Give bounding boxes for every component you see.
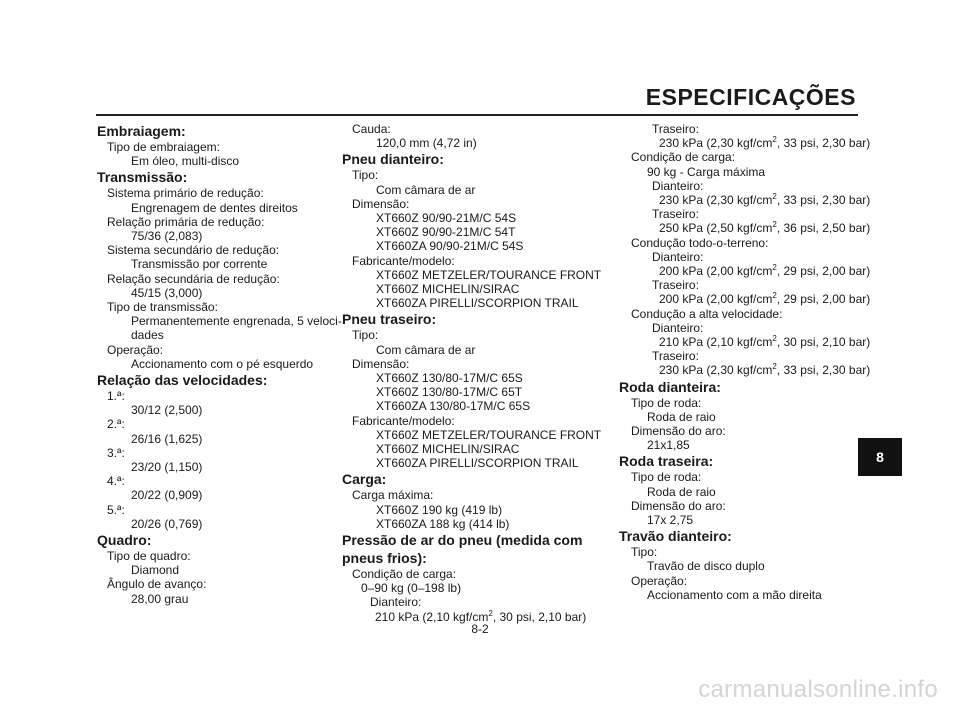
spec-line: 75/36 (2,083) (131, 229, 203, 244)
spec-line: 5.ª: (107, 502, 125, 517)
spec-value-rest: , 30 psi, 2,10 bar) (492, 609, 587, 624)
spec-line: Tipo de quadro: (107, 549, 191, 564)
spec-line: Com câmara de ar (376, 182, 476, 197)
spec-line: XT660ZA 90/90-21M/C 54S (376, 239, 524, 254)
spec-line: Tipo de embraiagem: (107, 140, 220, 154)
spec-line: 0–90 kg (0–198 lb) (361, 581, 462, 596)
spec-line: 30/12 (2,500) (131, 403, 203, 418)
section-heading: Pressão de ar do pneu (medida com (342, 532, 583, 549)
spec-line: Relação primária de redução: (107, 214, 265, 229)
spec-line: Operação: (107, 342, 164, 357)
section-heading: Embraiagem: (97, 123, 186, 139)
spec-line: XT660ZA PIRELLI/SCORPION TRAIL (376, 296, 579, 311)
superscript: 2 (488, 608, 493, 618)
section-heading: Quadro: (97, 532, 152, 549)
spec-line: Tipo de roda: (631, 395, 702, 410)
chapter-tab: 8 (858, 438, 902, 476)
spec-line: 1.ª: (107, 389, 125, 404)
spec-value-rest: , 33 psi, 2,30 bar) (776, 193, 871, 208)
spec-line (619, 263, 871, 279)
spec-line: Travão de disco duplo (647, 559, 765, 574)
spec-line (619, 334, 871, 350)
spec-line: XT660Z 130/80-17M/C 65S (376, 371, 523, 386)
spec-line: Dianteiro: (652, 249, 704, 264)
spec-value: 230 kPa (2,30 kgf/cm (659, 193, 773, 208)
superscript: 2 (772, 291, 777, 301)
spec-value: 200 kPa (2,00 kgf/cm (659, 292, 773, 307)
spec-line (619, 192, 871, 208)
spec-line: Traseiro: (652, 349, 699, 364)
spec-value: 230 kPa (2,30 kgf/cm (659, 363, 773, 378)
spec-value-rest: , 36 psi, 2,50 bar) (776, 221, 871, 236)
spec-line: Permanentemente engrenada, 5 veloci- (131, 314, 342, 329)
page-number: 8-2 (471, 622, 489, 636)
spec-line: Tipo: (631, 545, 658, 560)
spec-line: XT660ZA PIRELLI/SCORPION TRAIL (376, 456, 579, 471)
spec-line: XT660ZA 130/80-17M/C 65S (376, 399, 531, 414)
spec-line: 23/20 (1,150) (131, 460, 203, 475)
spec-value: 210 kPa (2,10 kgf/cm (659, 335, 773, 350)
spec-value-rest: , 33 psi, 2,30 bar) (776, 363, 871, 378)
spec-line: dades (131, 328, 164, 343)
spec-line: XT660Z MICHELIN/SIRAC (376, 282, 520, 297)
spec-line: XT660Z METZELER/TOURANCE FRONT (376, 267, 602, 282)
watermark: carmanualsonline.info (698, 676, 938, 703)
spec-line: 20/22 (0,909) (131, 488, 203, 503)
spec-line: 21x1,85 (647, 438, 690, 453)
spec-line: Tipo: (352, 168, 379, 183)
spec-line: Dianteiro: (652, 320, 704, 335)
spec-line: Dianteiro: (370, 595, 422, 610)
spec-line: Condição de carga: (631, 150, 736, 165)
spec-line: 3.ª: (107, 445, 125, 460)
spec-line: 90 kg - Carga máxima (647, 164, 766, 179)
superscript: 2 (772, 192, 777, 202)
section-heading: Pneu traseiro: (342, 311, 437, 328)
spec-line: Ângulo de avanço: (107, 577, 207, 592)
spec-value-rest: , 29 psi, 2,00 bar) (776, 292, 871, 307)
superscript: 2 (772, 135, 777, 145)
spec-line: Accionamento com o pé esquerdo (131, 356, 314, 371)
spec-value-rest: , 29 psi, 2,00 bar) (776, 264, 871, 279)
section-heading: Roda traseira: (619, 453, 714, 470)
spec-line: Accionamento com a mão direita (647, 587, 822, 602)
spec-line: Tipo de transmissão: (107, 300, 218, 315)
spec-value: 210 kPa (2,10 kgf/cm (375, 609, 489, 624)
spec-value: 200 kPa (2,00 kgf/cm (659, 264, 773, 279)
section-heading: Carga: (342, 471, 387, 488)
spec-line: XT660Z 90/90-21M/C 54S (376, 211, 517, 226)
spec-line: 17x 2,75 (647, 513, 694, 528)
spec-line: Sistema secundário de redução: (107, 243, 280, 258)
section-heading: Roda dianteira: (619, 378, 721, 395)
spec-line: Carga máxima: (352, 488, 434, 503)
spec-line: XT660Z MICHELIN/SIRAC (376, 442, 520, 457)
spec-line: Roda de raio (647, 484, 716, 499)
section-heading: pneus frios): (342, 550, 427, 567)
spec-value-rest: , 33 psi, 2,30 bar) (776, 136, 871, 151)
spec-line: 4.ª: (107, 474, 125, 489)
spec-line: Transmissão por corrente (131, 257, 268, 272)
spec-line: XT660ZA 188 kg (414 lb) (376, 516, 510, 531)
spec-line: XT660Z METZELER/TOURANCE FRONT (376, 427, 602, 442)
spec-line: 120,0 mm (4,72 in) (376, 136, 477, 151)
spec-line: Condução todo-o-terreno: (631, 235, 769, 250)
spec-line: Traseiro: (652, 122, 699, 136)
section-heading: Relação das velocidades: (97, 372, 268, 389)
spec-line: Tipo: (352, 328, 379, 343)
spec-line: Traseiro: (652, 207, 699, 222)
spec-line: Dimensão: (352, 356, 410, 371)
spec-value: 250 kPa (2,50 kgf/cm (659, 221, 773, 236)
spec-line: Dimensão do aro: (631, 424, 726, 439)
spec-line: Engrenagem de dentes direitos (131, 200, 298, 215)
spec-column-2 (342, 122, 602, 624)
spec-line: Cauda: (352, 122, 391, 136)
spec-line: Fabricante/modelo: (352, 253, 455, 268)
spec-line (619, 291, 871, 307)
spec-line: Dimensão do aro: (631, 498, 726, 513)
superscript: 2 (772, 263, 777, 273)
spec-line: XT660Z 190 kg (419 lb) (376, 502, 503, 517)
section-heading: Pneu dianteiro: (342, 151, 444, 168)
spec-line: Traseiro: (652, 278, 699, 293)
spec-line: Dimensão: (352, 196, 410, 211)
superscript: 2 (772, 334, 777, 344)
section-heading: Travão dianteiro: (619, 528, 732, 545)
section-heading: Transmissão: (97, 169, 188, 186)
spec-value-rest: , 30 psi, 2,10 bar) (776, 335, 871, 350)
spec-line (619, 135, 871, 151)
spec-line: Diamond (131, 563, 180, 578)
spec-line: XT660Z 130/80-17M/C 65T (376, 385, 523, 400)
spec-column-3 (619, 122, 871, 602)
spec-line: Em óleo, multi-disco (131, 154, 240, 169)
spec-line: Tipo de roda: (631, 470, 702, 485)
spec-line: Condição de carga: (352, 567, 457, 582)
title-divider (96, 114, 858, 116)
spec-line: Fabricante/modelo: (352, 413, 455, 428)
spec-line: Roda de raio (647, 409, 716, 424)
spec-line: XT660Z 90/90-21M/C 54T (376, 225, 516, 240)
spec-line: Sistema primário de redução: (107, 186, 264, 201)
superscript: 2 (772, 220, 777, 230)
spec-line: Operação: (631, 573, 688, 588)
spec-line: Relação secundária de redução: (107, 271, 280, 286)
spec-line (619, 220, 871, 236)
spec-line: 2.ª: (107, 417, 125, 432)
spec-line: 28,00 grau (131, 591, 189, 606)
spec-line: 45/15 (3,000) (131, 285, 203, 300)
spec-line (619, 362, 871, 378)
spec-line: 26/16 (1,625) (131, 431, 203, 446)
spec-value: 230 kPa (2,30 kgf/cm (659, 136, 773, 151)
spec-line: 20/26 (0,769) (131, 516, 203, 531)
superscript: 2 (772, 362, 777, 372)
spec-line: Dianteiro: (652, 178, 704, 193)
spec-line: Condução a alta velocidade: (631, 306, 783, 321)
spec-line: Com câmara de ar (376, 342, 476, 357)
spec-column-1 (97, 122, 357, 606)
page-title: ESPECIFICAÇÕES (645, 84, 856, 110)
